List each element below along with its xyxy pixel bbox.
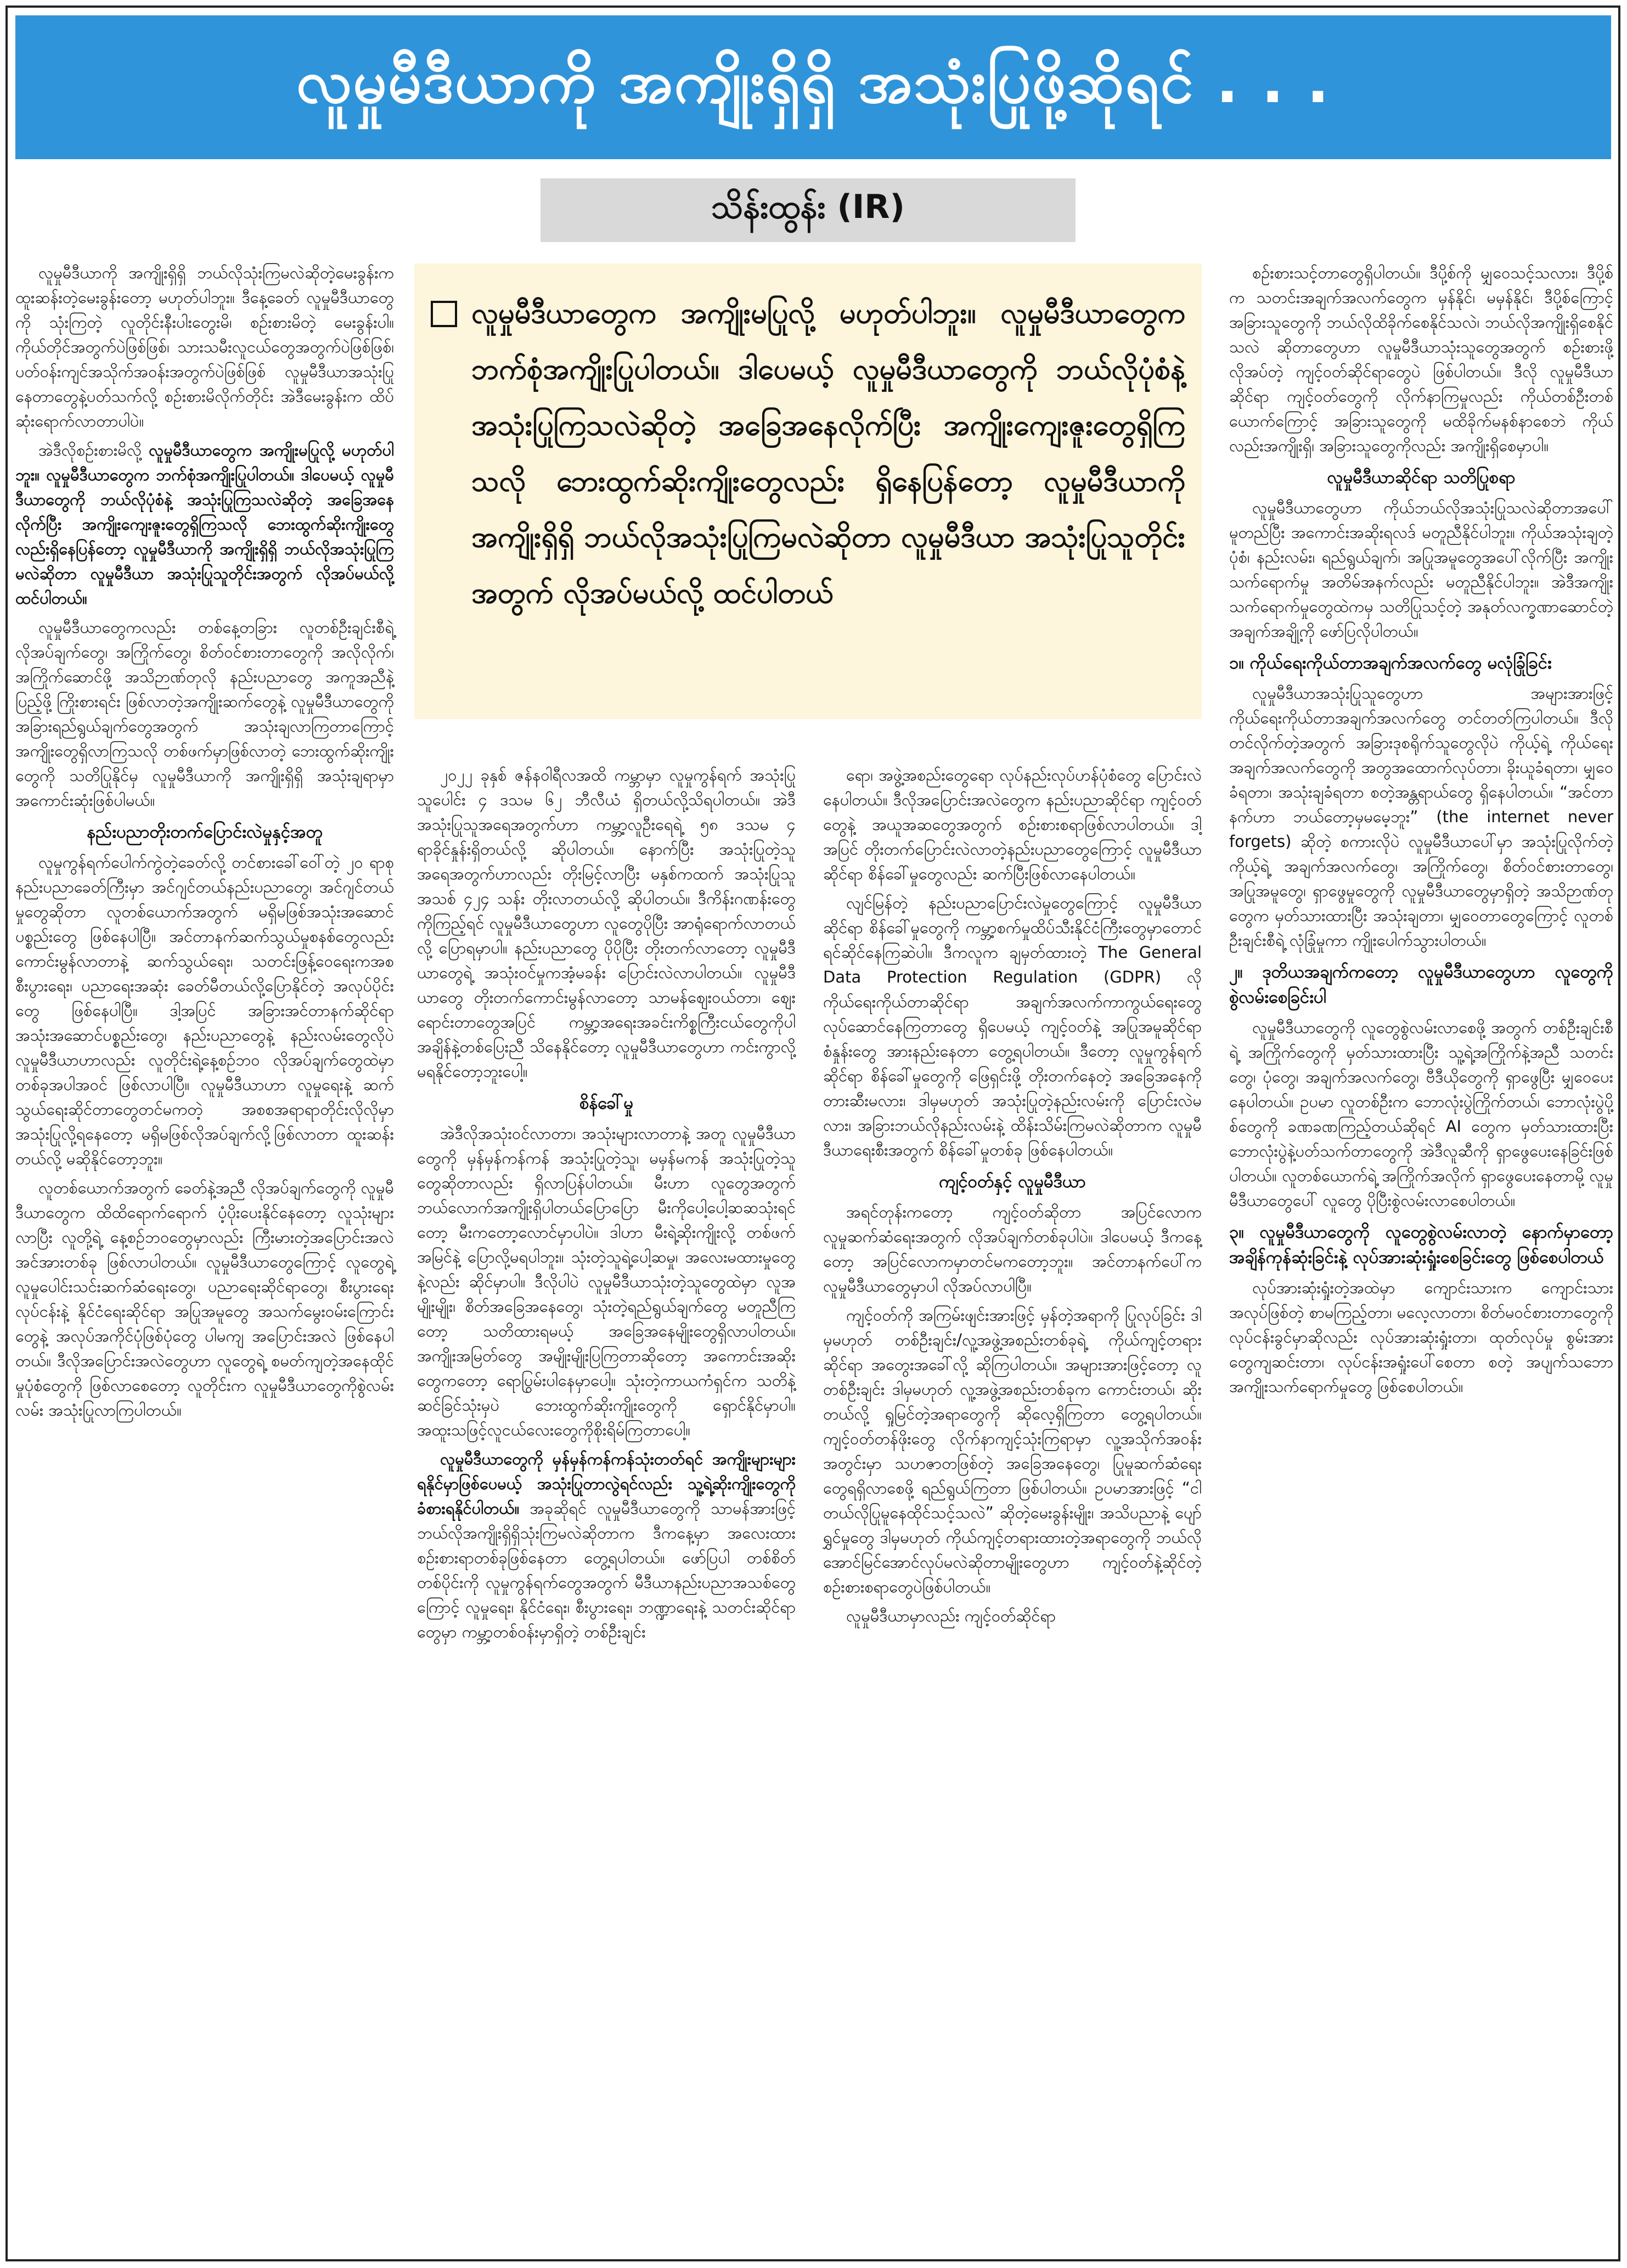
paragraph: အရင်တုန်းကတော့ ကျင့်ဝတ်ဆိုတာ အပြင်လောက လူမှုဆက်ဆံရေးအတွက် လိုအပ်ချက်တစ်ခုပါပဲ။ ဒါပေမယ့် ဒီကနေ့တော့ အပြင်လောကမှာတင်မကတော့ဘူး။ အင်တာနက်ပေါ်က လူမှုမီဒီယာတွေမှာပါ လိုအပ်လာပါပြီ။	[823, 1203, 1202, 1295]
paragraph: လူမှုကွန်ရက်ပေါက်ကွဲတဲ့ခေတ်လို့ တင်စားခေါ်ဝေါ်တဲ့ ၂၀ ရာစု နည်းပညာခေတ်ကြီးမှာ အင်ဂျင်တယ်နည်းပညာတွေ၊ အင်ဂျင်တယ်မှုတွေဆိုတာ လူတစ်ယောက်အတွက် မရှိမဖြစ်အသုံးအဆောင်ပစ္စည်းတွေ ဖြစ်နေပါပြီ။ အင်တာနက်ဆက်သွယ်မှုစနစ်တွေလည်း ကောင်းမွန်လာတာနဲ့ ဆက်သွယ်ရေး၊ သတင်းဖြန့်ဝေရေးကအစ စီးပွားရေး၊ ပညာရေးအဆုံး ခေတ်မီတယ်လို့ပြောနိုင်တဲ့ အလုပ်ပိုင်းတွေ ဖြစ်နေပါပြီ။ ဒါ့အပြင် အခြားအင်တာနက်ဆိုင်ရာ အသုံးအဆောင်ပစ္စည်းတွေ၊ နည်းပညာတွေနဲ့ နည်းလမ်းတွေလိုပဲ လူမှုမီဒီယာဟာလည်း လူတိုင်းရဲ့နေ့စဉ်ဘဝ လိုအပ်ချက်တွေထဲမှာ တစ်ခုအပါအဝင် ဖြစ်လာပါပြီ။ လူမှုမီဒီယာဟာ လူမှုရေးနဲ့ ဆက်သွယ်ရေးဆိုင်တာတွေတင်မကတဲ့ အစစအရာရာတိုင်းလိုလိုမှာ အသုံးပြုလို့ရနေတော့ မရှိမဖြစ်လိုအပ်ချက်လို့ဖြစ်လာတာ ထူးဆန်းတယ်လို့ မဆိုနိုင်တော့ဘူး။	[15, 853, 394, 1168]
author-byline: သိန်းထွန်း (IR)	[711, 188, 905, 226]
paragraph: လူမှုမီဒီယာတွေကလည်း တစ်နေ့တခြား လူတစ်ဦးချင်းစီရဲ့ လိုအပ်ချက်တွေ၊ အကြိုက်တွေ၊ စိတ်ဝင်စားတာတွေကို အလိုလိုက်၊ အကြိုက်ဆောင်ဖို့ အသိဉာဏ်တုလို နည်းပညာတွေ အကူအညီနဲ့ပြည့်ဖို့ ကြိုးစားရင်း ဖြစ်လာတဲ့အကျိုးဆက်တွေနဲ့ လူမှုမီဒီယာတွေကို အခြားရည်ရွယ်ချက်တွေအတွက် အသုံးချလာကြတာကြောင့် အကျိုးတွေရှိလာကြသလို တစ်ဖက်မှာဖြစ်လာတဲ့ ဘေးထွက်ဆိုးကျိုးတွေကို သတိပြုနိုင်မှ လူမှုမီဒီယာကို အကျိုးရှိရှိ အသုံးချရာမှာ အကောင်းဆုံးဖြစ်ပါမယ်။	[15, 618, 394, 810]
pullquote-text: လူမှုမီဒီယာတွေက အကျိုးမပြုလို့ မဟုတ်ပါဘူး။ လူမှုမီဒီယာတွေက ဘက်စုံအကျိုးပြုပါတယ်။ ဒါပေမယ့် လူမှုမီဒီယာတွေကို ဘယ်လိုပုံစံနဲ့ အသုံးပြုကြသလဲဆိုတဲ့ အခြေအနေလိုက်ပြီး အကျိုးကျေးဇူးတွေရှိကြသလို ဘေးထွက်ဆိုးကျိုးတွေလည်း ရှိနေပြန်တော့ လူမှုမီဒီယာကို အကျိုးရှိရှိ ဘယ်လိုအသုံးပြုကြမလဲဆိုတာ လူမှုမီဒီယာ အသုံးပြုသူတိုင်းအတွက် လိုအပ်မယ်လို့ ထင်ပါတယ်	[471, 297, 1185, 610]
paragraph: လူမှုမီဒီယာတွေဟာ ကိုယ်ဘယ်လိုအသုံးပြုသလဲဆိုတာအပေါ်မူတည်ပြီး အကောင်းအဆိုးရလဒ် မတူညီနိုင်ပါဘူး။ ကိုယ်အသုံးချတဲ့ပုံစံ၊ နည်းလမ်း၊ ရည်ရွယ်ချက်၊ အပြုအမူတွေအပေါ်လိုက်ပြီး အကျိုးသက်ရောက်မှု အတိမ်အနက်လည်း မတူညီနိုင်ပါဘူး။ အဲဒီအကျိုးသက်ရောက်မှုတွေထဲကမှ သတိပြုသင့်တဲ့ အနုတ်လက္ခဏာဆောင်တဲ့ အချက်အချို့ကို ဖော်ပြလိုပါတယ်။	[1229, 498, 1613, 641]
paragraph: စဉ်းစားသင့်တာတွေရှိပါတယ်။ ဒီပို့စ်ကို မျှဝေသင့်သလား၊ ဒီပို့စ်က သတင်းအချက်အလက်တွေက မှန်နိုင်၊ မမှန်နိုင်၊ ဒီပို့စ်ကြောင့် အခြားသူတွေကို ဘယ်လိုထိခိုက်စေနိုင်သလဲ၊ ဘယ်လိုအကျိုးရှိစေနိုင်သလဲ ဆိုတာတွေဟာ လူမှုမီဒီယာသုံးသူတွေအတွက် စဉ်းစားဖို့လိုအပ်တဲ့ ကျင့်ဝတ်ဆိုင်ရာတွေပဲ ဖြစ်ပါတယ်။ ဒီလို လူမှုမီဒီယာဆိုင်ရာ ကျင့်ဝတ်တွေကို လိုက်နာကြမှုလည်း ကိုယ်တစ်ဦးတစ်ယောက်ကြောင့် အခြားသူတွေကို မထိခိုက်မနစ်နာစေဘဲ ကိုယ်လည်းအကျိုးရှိ၊ အခြားသူတွေကိုလည်း အကျိုးရှိစေမှာပါ။	[1229, 263, 1613, 455]
paragraph: အဲဒီလိုအသုံးဝင်လာတာ၊ အသုံးများလာတာနဲ့ အတူ လူမှုမီဒီယာတွေကို မှန်မှန်ကန်ကန် အသုံးပြုတဲ့သူ၊ မမှန်မကန် အသုံးပြုတဲ့သူတွေဆိုတာလည်း ရှိလာပြန်ပါတယ်။ မီးဟာ လူတွေအတွက် ဘယ်လောက်အကျိုးရှိပါတယ်ပြောပြော မီးကိုပေါ့ပေါ့ဆဆသုံးရင်တော့ မီးကတော့လောင်မှာပါပဲ။ ဒါဟာ မီးရဲ့ဆိုးကျိုးလို့ တစ်ဖက်အမြင်နဲ့ ပြောလို့မရပါဘူး။ သုံးတဲ့သူရဲ့ပေါ့ဆမှု၊ အလေးမထားမှုတွေနဲ့လည်း ဆိုင်မှာပါ။ ဒီလိုပါပဲ လူမှုမီဒီယာသုံးတဲ့သူတွေထဲမှာ လူအမျိုးမျိုး၊ စိတ်အခြေအနေတွေ၊ သုံးတဲ့ရည်ရွယ်ချက်တွေ မတူညီကြတော့ သတိထားရမယ့် အခြေအနေမျိုးတွေရှိလာပါတယ်။ အကျိုးအမြတ်တွေ အမျိုးမျိုးပြကြတာဆိုတော့ အကောင်းအဆိုးတွေကတော့ ရောပြွမ်းပါနေမှာပေါ့။ သုံးတဲ့ကာယကံရှင်က သတိနဲ့ဆင်ခြင်သုံးမှပဲ ဘေးထွက်ဆိုးကျိုးတွေကို ရှောင်နိုင်မှာပါ။ အထူးသဖြင့်လူငယ်လေးတွေကိုစိုးရိမ်ကြတာပေါ့။	[417, 1124, 796, 1439]
numbered-heading: ၂။ ဒုတိယအချက်ကတော့ လူမှုမီဒီယာတွေဟာ လူတွေကို စွဲလမ်းစေခြင်းပါ	[1229, 962, 1613, 1007]
paragraph: လုပ်အားဆုံးရှုံးတဲ့အထဲမှာ ကျောင်းသားက ကျောင်းသားအလုပ်ဖြစ်တဲ့ စာမကြည့်တာ၊ မလေ့လာတာ၊ စိတ်မဝင်စားတာတွေကို လုပ်ငန်းခွင်မှာဆိုလည်း လုပ်အားဆုံးရှုံးတာ၊ ထုတ်လုပ်မှု စွမ်းအားတွေကျဆင်းတာ၊ လုပ်ငန်းအရှုံးပေါ်စေတာ စတဲ့ အပျက်သဘော အကျိုးသက်ရောက်မှုတွေ ဖြစ်စေပါတယ်။	[1229, 1278, 1613, 1396]
checkbox-bullet-icon	[431, 301, 457, 327]
paragraph: လျင်မြန်တဲ့ နည်းပညာပြောင်းလဲမှုတွေကြောင့် လူမှုမီဒီယာဆိုင်ရာ စိန်ခေါ်မှုတွေကို ကမ္ဘာ့စက်မှုထိပ်သီးနိုင်ငံကြီးတွေမှာတောင် ရင်ဆိုင်နေကြဆဲပါ။ ဒီကလူက ချမှတ်ထားတဲ့ The General Data Protection Regulation (GDPR) လို ကိုယ်ရေးကိုယ်တာဆိုင်ရာ အချက်အလက်ကာကွယ်ရေးတွေ လုပ်ဆောင်နေကြတာတွေ ရှိပေမယ့် ကျင့်ဝတ်နဲ့ အပြုအမူဆိုင်ရာစံနှုန်းတွေ အားနည်းနေတာ တွေ့ရပါတယ်။ ဒီတော့ လူမှုကွန်ရက်ဆိုင်ရာ စိန်ခေါ်မှုတွေကို ဖြေရှင်းဖို့ တိုးတက်နေတဲ့ အခြေအနေကို တားဆီးမလား၊ ဒါမှမဟုတ် အသုံးပြုတဲ့နည်းလမ်းကို ပြောင်းလဲမလား၊ အခြားဘယ်လိုနည်းလမ်းနဲ့ ထိန်းသိမ်းကြမလဲဆိုတာက လူမှုမီဒီယာရေးစီးအတွက် စိန်ခေါ်မှုတစ်ခု ဖြစ်နေပါတယ်။	[823, 894, 1202, 1159]
article-title: လူမှုမီဒီယာကို အကျိုးရှိရှိ အသုံးပြုဖို့ဆိုရင် . . .	[296, 48, 1331, 116]
paragraph-lead: အဲဒီလိုစဉ်းစားမိလို့	[38, 441, 149, 459]
column-3	[823, 763, 1202, 2253]
paragraph: လူမှုမီဒီယာမှာလည်း ကျင့်ဝတ်ဆိုင်ရာ	[846, 1607, 1056, 1625]
title-banner	[15, 15, 1611, 159]
numbered-heading: ၁။ ကိုယ်ရေးကိုယ်တာအချက်အလက်တွေ မလုံခြုံခြင်း	[1229, 653, 1552, 673]
numbered-heading: ၃။ လူမှုမီဒီယာတွေကို လူတွေစွဲလမ်းလာတဲ့ နောက်မှာတော့ အချိန်ကုန်ဆုံးခြင်းနဲ့ လုပ်အားဆုံးရှုံးစေခြင်းတွေ ဖြစ်စေပါတယ်	[1229, 1222, 1613, 1267]
section-heading: စိန်ခေါ်မှု	[579, 1093, 634, 1113]
paragraph-bold: လူမှုမီဒီယာတွေကို မှန်မှန်ကန်ကန်သုံးတတ်ရင် အကျိုးများများရနိုင်မှာဖြစ်ပေမယ့် အသုံးပြုတာလွဲရင်လည်း သူ့ရဲ့ဆိုးကျိုးတွေကို ခံစားရနိုင်ပါတယ်။	[417, 1450, 796, 1518]
paragraph	[15, 438, 394, 611]
byline-box	[541, 178, 1076, 242]
paragraph: လူမှုမီဒီယာအသုံးပြုသူတွေဟာ အများအားဖြင့် ကိုယ်ရေးကိုယ်တာအချက်အလက်တွေ တင်တတ်ကြပါတယ်။ ဒီလိုတင်လိုက်တဲ့အတွက် အခြားဒုစရိုက်သူတွေလိုပဲ ကိုယ့်ရဲ့ ကိုယ်ရေးအချက်အလက်တွေကို အတွအထောက်လုပ်တာ၊ ခိုးယူခံရတာ၊ မျှဝေခံရတာ၊ အသုံးချခံရတာ စတဲ့အန္တရာယ်တွေ ရှိနေပါတယ်။ “အင်တာနက်ဟာ ဘယ်တော့မှမမေ့ဘူး” (the internet never forgets) ဆိုတဲ့ စကားလိုပဲ လူမှုမီဒီယာပေါ်မှာ အသုံးပြုလိုက်တဲ့ ကိုယ့်ရဲ့ အချက်အလက်တွေ၊ အကြိုက်တွေ၊ စိတ်ဝင်စားတာတွေ၊ အပြုအမူတွေ၊ ရှာဖွေမှုတွေကို လူမှုမီဒီယာတွေမှာရှိတဲ့ အသိဉာဏ်တုတွေက မှတ်သားထားပြီး အသုံးချတာ၊ မျှဝေတာတွေကြောင့် လူတစ်ဦးချင်းစီရဲ့ လုံခြုံမှုကာ ကျိုးပေါက်သွားပါတယ်။	[1229, 684, 1613, 950]
section-heading: နည်းပညာတိုးတက်ပြောင်းလဲမှုနှင့်အတူ	[87, 822, 323, 842]
section-heading: ကျင့်ဝတ်နှင့် လူမှုမီဒီယာ	[939, 1172, 1086, 1192]
column-2	[417, 763, 796, 2253]
paragraph: လူတစ်ယောက်အတွက် ခေတ်နဲ့အညီ လိုအပ်ချက်တွေကို လူမှုမီဒီယာတွေက ထိထိရောက်ရောက် ပံ့ပိုးပေးနိုင်နေတော့ လူသုံးများလာပြီး လူတို့ရဲ့ နေ့စဉ်ဘဝတွေမှာလည်း ကြီးမားတဲ့အပြောင်းအလဲ အင်အားတစ်ခု ဖြစ်လာပါတယ်။ လူမှုမီဒီယာတွေကြောင့် လူတွေရဲ့ လူမှုပေါင်းသင်းဆက်ဆံရေးတွေ၊ ပညာရေးဆိုင်ရာတွေ၊ စီးပွားရေးလုပ်ငန်းနဲ့ နိုင်ငံရေးဆိုင်ရာ အပြုအမူတွေ အသက်မွေးဝမ်းကြောင်းတွေနဲ့ အလုပ်အကိုင်ပုံဖြစ်ပုံတွေ ပါမကျ အပြောင်းအလဲ ဖြစ်နေပါတယ်။ ဒီလိုအပြောင်းအလဲတွေဟာ လူတွေရဲ့ စမတ်ကျတဲ့အနေထိုင်မှုပုံစံတွေကို ဖြစ်လာစေတော့ လူတိုင်းက လူမှုမီဒီယာတွေကိုစွဲလမ်းလမ်း အသုံးပြုလာကြပါတယ်။	[15, 1178, 394, 1419]
paragraph: လူမှုမီဒီယာတွေကို လူတွေစွဲလမ်းလာစေဖို့ အတွက် တစ်ဦးချင်းစီရဲ့ အကြိုက်တွေကို မှတ်သားထားပြီး သူ့ရဲ့အကြိုက်နဲ့အညီ သတင်းတွေ၊ ပုံတွေ၊ အချက်အလက်တွေ၊ ဗီဒီယိုတွေကို ရှာဖွေပြီး မျှဝေပေးနေပါတယ်။ ဥပမာ လူတစ်ဦးက ဘောလုံးပွဲကြိုက်တယ်၊ ဘောလုံးပွဲပို့စ်တွေကို ခဏခဏကြည့်တယ်ဆိုရင် AI တွေက မှတ်သားထားပြီး ဘောလုံးပွဲနဲ့ပတ်သက်တာတွေကို အဲဒီလူဆီကို ရှာဖွေပေးနေခြင်းဖြစ်ပါတယ်။ လူတစ်ယောက်ရဲ့ အကြိုက်အလိုက် ရှာဖွေပေးနေတာမို့ လူမှုမီဒီယာတွေပေါ် လူတွေ ပိုပြီးစွဲလမ်းလာစေပါတယ်။	[1229, 1018, 1613, 1210]
paragraph: ရော၊ အဖွဲ့အစည်းတွေရော လုပ်နည်းလုပ်ဟန်ပုံစံတွေ ပြောင်းလဲနေပါတယ်။ ဒီလိုအပြောင်းအလဲတွေက နည်းပညာဆိုင်ရာ ကျင့်ဝတ်တွေနဲ့ အယူအဆတွေအတွက် စဉ်းစားစရာဖြစ်လာပါတယ်။ ဒါ့အပြင် တိုးတက်ပြောင်းလဲလာတဲ့နည်းပညာတွေကြောင့် လူမှုမီဒီယာဆိုင်ရာ စိန်ခေါ်မှုတွေလည်း ဆက်ပြီးဖြစ်လာနေပါတယ်။	[823, 766, 1202, 883]
section-heading: လူမှုမီဒီယာဆိုင်ရာ သတိပြုစရာ	[1327, 468, 1516, 487]
paragraph-rest: အခုဆိုရင် လူမှုမီဒီယာတွေကို သာမန်အားဖြင့် ဘယ်လိုအကျိုးရှိရှိသုံးကြမလဲဆိုတာက ဒီကနေ့မှာ အလေးထား စဉ်းစားရာတစ်ခုဖြစ်နေတာ တွေ့ရပါတယ်။ ဖော်ပြပါ တစ်စိတ်တစ်ပိုင်းကို လူမှုကွန်ရက်တွေအတွက် မီဒီယာနည်းပညာအသစ်တွေကြောင့် လူမှုရေး၊ နိုင်ငံရေး၊ စီးပွားရေး၊ ဘဏ္ဍာရေးနဲ့ သတင်းဆိုင်ရာတွေမှာ ကမ္ဘာ့တစ်ဝန်းမှာရှိတဲ့ တစ်ဦးချင်း	[417, 1499, 796, 1641]
column-4	[1229, 261, 1613, 2253]
paragraph: ၂၀၂၂ ခုနှစ် ဇန်နဝါရီလအထိ ကမ္ဘာမှာ လူမှုကွန်ရက် အသုံးပြုသူပေါင်း ၄ ဒသမ ၆၂ ဘီလီယံ ရှိတယ်လို့သိရပါတယ်။ အဲဒီအသုံးပြုသူအရေအတွက်ဟာ ကမ္ဘာ့လူဦးရေရဲ့ ၅၈ ဒသမ ၄ ရာခိုင်နှုန်းရှိတယ်လို့ ဆိုပါတယ်။ နောက်ပြီး အသုံးပြုတဲ့သူအရေအတွက်ဟာလည်း တိုးမြင့်လာပြီး မနှစ်ကထက် အသုံးပြုသူ အသစ် ၄၂၄ သန်း တိုးလာတယ်လို့ ဆိုပါတယ်။ ဒီကိန်းဂဏန်းတွေကိုကြည့်ရင် လူမှုမီဒီယာတွေဟာ လူတွေပိုပြီး အာရုံရောက်လာတယ်လို့ ပြောရမှာပါ။ နည်းပညာတွေ ပိုပိုပြီး တိုးတက်လာတော့ လူမှုမီဒီယာတွေရဲ့ အသုံးဝင်မှုကအံ့မခန်း ပြောင်းလဲလာပါတယ်။ လူမှုမီဒီယာတွေ တိုးတက်ကောင်းမွန်လာတော့ သာမန်စျေးဝယ်တာ၊ စျေးရောင်းတာတွေအပြင် ကမ္ဘာ့အရေးအခင်းကိစ္စကြီးငယ်တွေကိုပါ အချိန်နဲ့တစ်ပြေးညီ သိနေနိုင်တော့ လူမှုမီဒီယာတွေဟာ ကင်းကွာလို့ မရနိုင်တော့ဘူးပေါ့။	[417, 766, 796, 1081]
paragraph: ကျင့်ဝတ်ကို အကြမ်းဖျင်းအားဖြင့် မှန်တဲ့အရာကို ပြုလုပ်ခြင်း ဒါမှမဟုတ် တစ်ဦးချင်း/လူ့အဖွဲ့အစည်းတစ်ခုရဲ့ ကိုယ်ကျင့်တရားဆိုင်ရာ အတွေးအခေါ်လို့ ဆိုကြပါတယ်။ အများအားဖြင့်တော့ လူတစ်ဦးချင်း ဒါမှမဟုတ် လူ့အဖွဲ့အစည်းတစ်ခုက ကောင်းတယ်၊ ဆိုးတယ်လို့ ရှုမြင်တဲ့အရာတွေကို ဆိုလေ့ရှိကြတာ တွေ့ရပါတယ်။ ကျင့်ဝတ်တန်ဖိုးတွေ လိုက်နာကျင့်သုံးကြရာမှာ လူ့အသိုက်အဝန်းအတွင်းမှာ သဟဇာတဖြစ်တဲ့ အခြေအနေတွေ၊ ပြုမူဆက်ဆံရေးတွေရရှိလာစေဖို့ ရည်ရွယ်ကြတာ ဖြစ်ပါတယ်။ ဥပမာအားဖြင့် “ငါတယ်လိုပြုမူနေထိုင်သင့်သလဲ” ဆိုတဲ့မေးခွန်းမျိုး၊ အသိပညာနဲ့ ပျော်ရွှင်မှုတွေ ဒါမှမဟုတ် ကိုယ်ကျင့်တရားထားတဲ့အရာတွေကို ဘယ်လိုအောင်မြင်အောင်လုပ်မလဲဆိုတာမျိုးတွေဟာ ကျင့်ဝတ်နဲ့ဆိုင်တဲ့ စဉ်းစားစရာတွေပဲဖြစ်ပါတယ်။	[823, 1306, 1202, 1596]
pullquote-box	[414, 263, 1202, 719]
paragraph: လူမှုမီဒီယာကို အကျိုးရှိရှိ ဘယ်လိုသုံးကြမလဲဆိုတဲ့မေးခွန်းက ထူးဆန်းတဲ့မေးခွန်းတော့ မဟုတ်ပါဘူး။ ဒီနေ့ခေတ် လူမှုမီဒီယာတွေကို သုံးကြတဲ့ လူတိုင်းနီးပါးတွေးမိ၊ စဉ်းစားမိတဲ့ မေးခွန်းပါ။ ကိုယ်တိုင်အတွက်ပဲဖြစ်ဖြစ်၊ သားသမီးလူငယ်တွေအတွက်ပဲဖြစ်ဖြစ်၊ ပတ်ဝန်းကျင်အသိုက်အဝန်းအတွက်ပဲဖြစ်ဖြစ် လူမှုမီဒီယာအသုံးပြုနေတာတွေနဲ့ပတ်သက်လို့ စဉ်းစားမိလိုက်တိုင်း အဲဒီမေးခွန်းက ထိပ်ဆုံးရောက်လာတာပါပဲ။	[15, 263, 394, 430]
paragraph	[417, 1447, 796, 1644]
paragraph-bold: လူမှုမီဒီယာတွေက အကျိုးမပြုလို့ မဟုတ်ပါဘူး။ လူမှုမီဒီယာတွေက ဘက်စုံအကျိုးပြုပါတယ်။ ဒါပေမယ့် လူမှုမီဒီယာတွေကို ဘယ်လိုပုံစံနဲ့ အသုံးပြုကြသလဲဆိုတဲ့ အခြေအနေလိုက်ပြီး အကျိုးကျေးဇူးတွေရှိကြသလို ဘေးထွက်ဆိုးကျိုးတွေလည်းရှိနေပြန်တော့ လူမှုမီဒီယာကို အကျိုးရှိရှိ ဘယ်လိုအသုံးပြုကြမလဲဆိုတာ လူမှုမီဒီယာ အသုံးပြုသူတိုင်းအတွက် လိုအပ်မယ်လို့ ထင်ပါတယ်။	[15, 441, 395, 608]
column-1	[15, 261, 394, 2253]
